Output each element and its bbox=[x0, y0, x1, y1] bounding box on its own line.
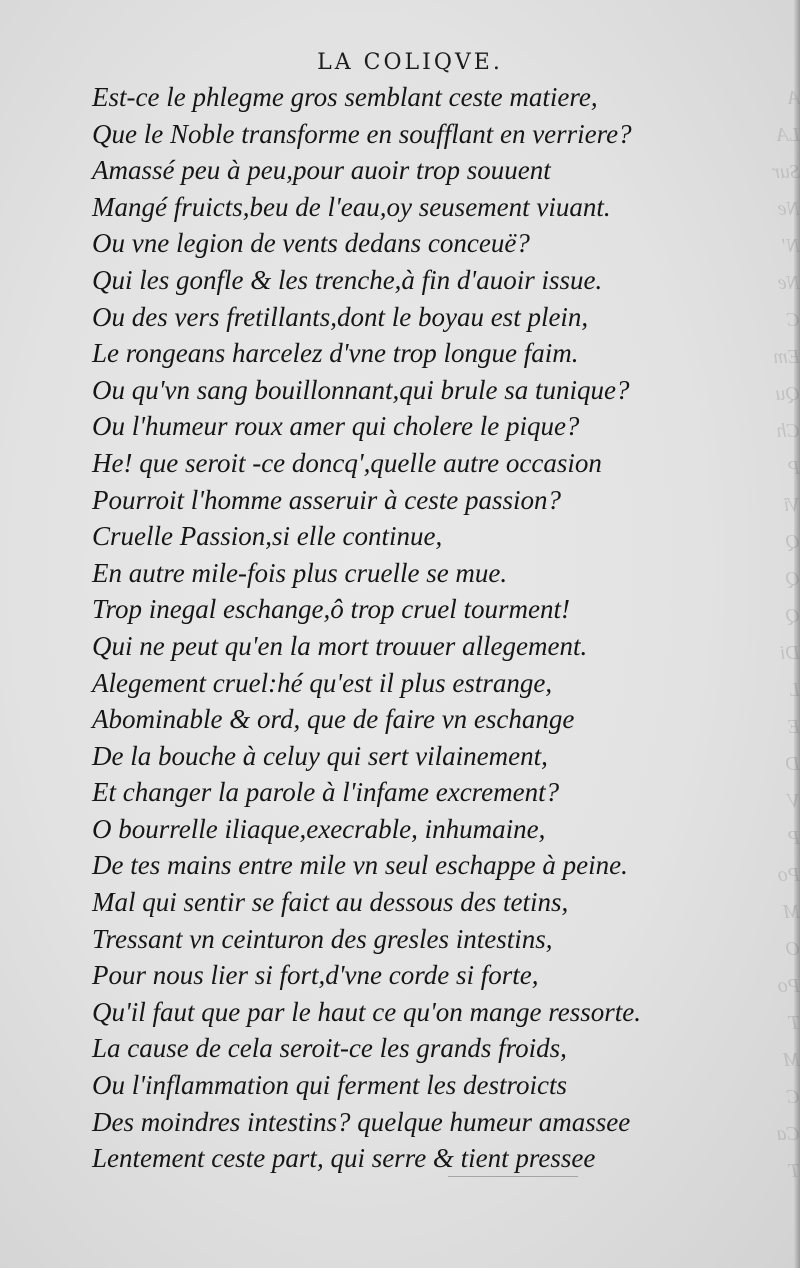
verse-line: Amassé peu à peu,pour auoir trop souuent bbox=[92, 155, 551, 186]
verse-line: Cruelle Passion,si elle continue, bbox=[92, 521, 443, 552]
verse-line: Lentement ceste part, qui serre & tient pressee bbox=[92, 1143, 596, 1174]
poem-verses bbox=[92, 79, 732, 1177]
verse-line: Alegement cruel:hé qu'est il plus estrange, bbox=[92, 667, 553, 698]
verse-line: Ou vne legion de vents dedans conceuë? bbox=[92, 228, 530, 259]
verse-line: Ou qu'vn sang bouillonnant,qui brule sa tunique? bbox=[92, 374, 630, 405]
show-through-text: A LA Sur Ne N' Ne C Em Qu Ch P Vi Q Q Q Di L E D V P Po M O Po T M C Ca T bbox=[772, 87, 800, 1180]
verse-line: De la bouche à celuy qui sert vilainement, bbox=[92, 740, 548, 771]
verse-line: Ou des vers fretillants,dont le boyau est plein, bbox=[92, 301, 589, 332]
verse-line: En autre mile-fois plus cruelle se mue. bbox=[92, 557, 508, 588]
verse-line: Qui ne peut qu'en la mort trouuer allegement. bbox=[92, 630, 588, 661]
verse-line: Pourroit l'homme asseruir à ceste passion? bbox=[92, 484, 562, 515]
verse-line: Abominable & ord, que de faire vn eschange bbox=[92, 704, 575, 735]
catchword-rule bbox=[448, 1176, 578, 1181]
verse-line: Qui les gonfle & les trenche,à fin d'auoir issue. bbox=[92, 264, 603, 295]
verse-line: Ou l'inflammation qui ferment les destroicts bbox=[92, 1070, 567, 1101]
verse-line: Est-ce le phlegme gros semblant ceste matiere, bbox=[92, 82, 598, 112]
verse-line: Ou l'humeur roux amer qui cholere le pique? bbox=[92, 411, 580, 442]
verse-line: Mal qui sentir se faict au dessous des tetins, bbox=[92, 887, 569, 918]
verse-line: De tes mains entre mile vn seul eschappe à peine. bbox=[92, 850, 628, 881]
running-title: LA COLIQVE. bbox=[317, 50, 503, 75]
verse-line: He! que seroit -ce doncq',quelle autre occasion bbox=[92, 447, 602, 478]
verse-line: O bourrelle iliaque,execrable, inhumaine, bbox=[92, 813, 546, 844]
verse-line: Et changer la parole à l'infame excrement? bbox=[92, 777, 560, 808]
verse-line: Trop inegal eschange,ô trop cruel tourment! bbox=[92, 594, 570, 625]
verse-line: La cause de cela seroit-ce les grands froids, bbox=[92, 1033, 567, 1064]
verse-line: Qu'il faut que par le haut ce qu'on mange ressorte. bbox=[92, 996, 641, 1027]
verse-line: Mangé fruicts,beu de l'eau,oy seusement viuant. bbox=[92, 191, 611, 222]
verse-line: Que le Noble transforme en soufflant en verriere? bbox=[92, 118, 632, 149]
verse-line: Des moindres intestins? quelque humeur amassee bbox=[92, 1106, 631, 1137]
verse-line: Pour nous lier si fort,d'vne corde si forte, bbox=[92, 960, 539, 991]
verse-line: Tressant vn ceinturon des gresles intestins, bbox=[92, 923, 553, 954]
verse-line: Le rongeans harcelez d'vne trop longue faim. bbox=[92, 338, 579, 369]
